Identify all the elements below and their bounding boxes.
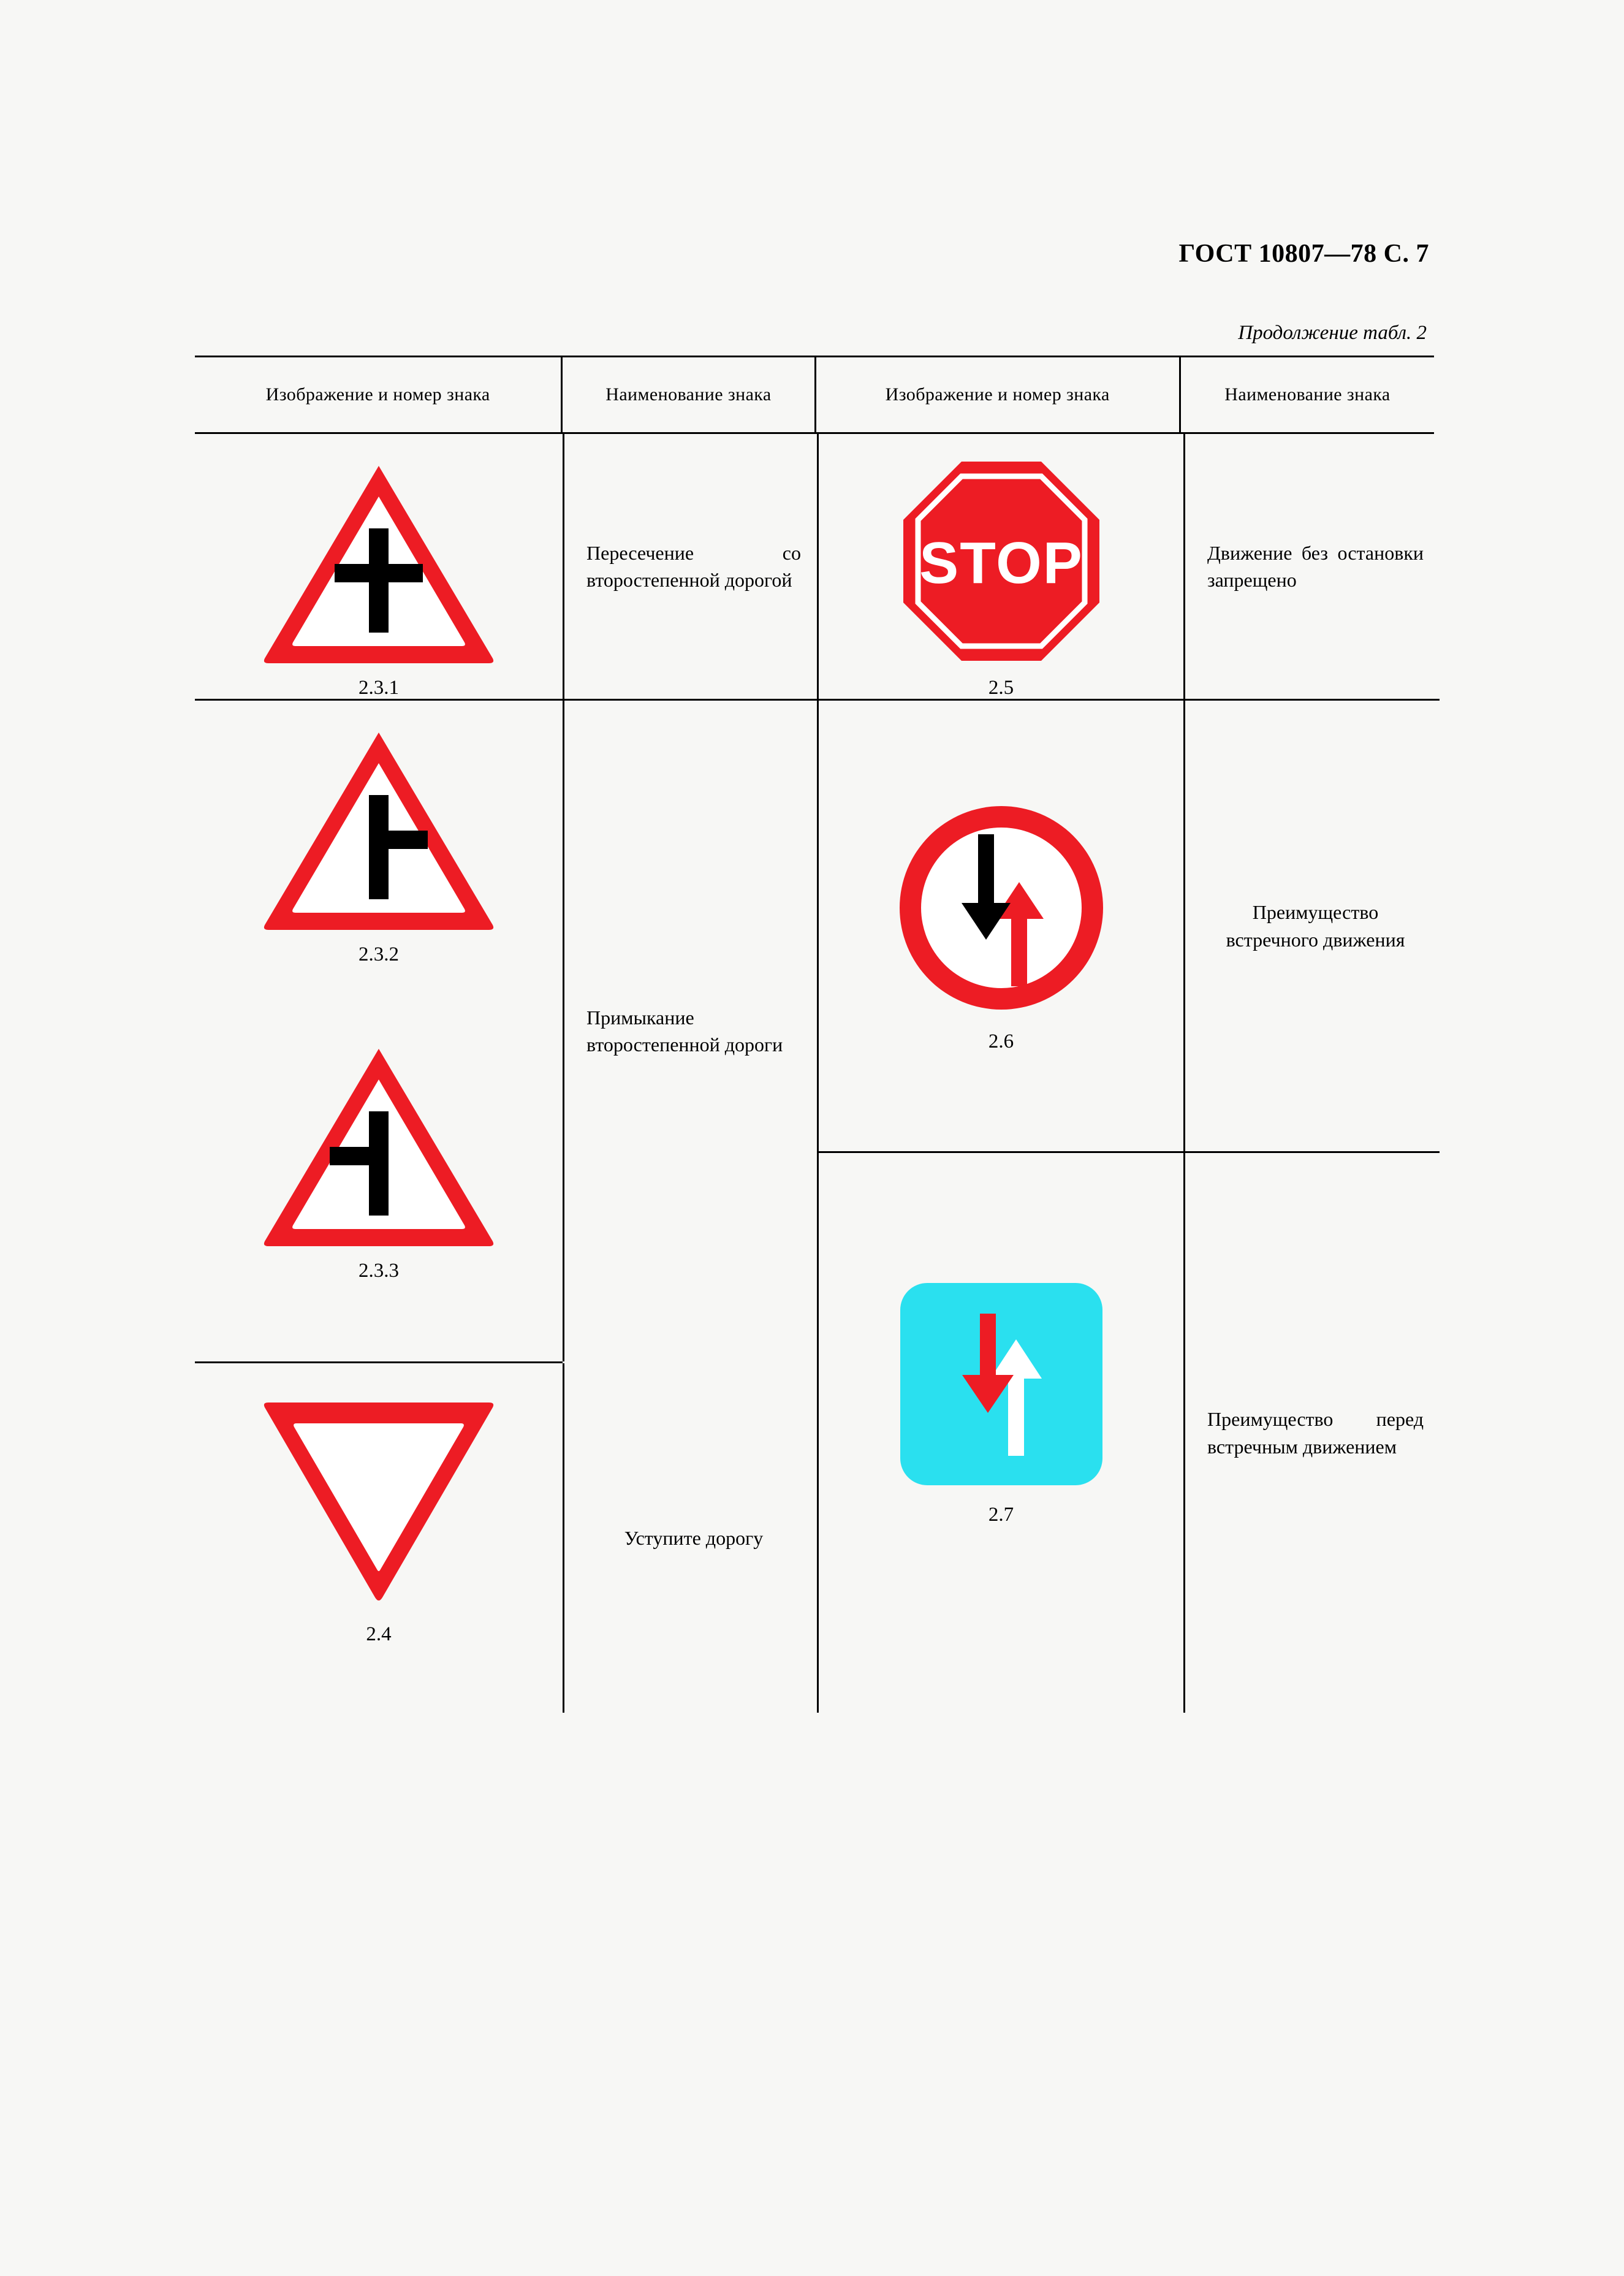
column-header-name-1: Наименование знака — [605, 384, 772, 405]
table-continuation-note: Продолжение табл. 2 — [1238, 322, 1427, 344]
signs-table — [195, 356, 1434, 1713]
table-row — [819, 701, 1440, 1151]
sign-image-circle-arrows — [897, 804, 1106, 1012]
sign-number: 2.3.2 — [359, 943, 399, 965]
table-header-row — [195, 357, 1434, 434]
sign-image-triangle-down — [262, 1400, 495, 1602]
sign-number: 2.6 — [988, 1030, 1014, 1052]
sign-name-cell — [564, 434, 817, 699]
sign-name: Пересечение со второстепенной дорогой — [586, 541, 801, 591]
table-body — [195, 434, 1434, 1713]
sign-name-cell — [1185, 1153, 1440, 1713]
sign-number: 2.3.1 — [359, 677, 399, 699]
page-header-gost: ГОСТ 10807—78 С. 7 — [1178, 240, 1429, 268]
sign-image-triangle-t-right — [262, 728, 495, 930]
sign-number: 2.4 — [366, 1623, 392, 1645]
sign-image-octagon-stop — [885, 461, 1118, 663]
sign-image-triangle-t-left — [262, 1044, 495, 1246]
sign-name-cell — [1185, 701, 1440, 1151]
sign-name-cell — [564, 701, 817, 1361]
sign-name: Преимущество встречного движения — [1226, 901, 1405, 951]
sign-image-square-arrows — [900, 1283, 1102, 1485]
sign-name: Движение без остановки запрещено — [1207, 541, 1424, 591]
table-row — [819, 1153, 1440, 1713]
table-row — [195, 1363, 817, 1713]
svg-text:STOP: STOP — [919, 530, 1083, 596]
sign-cell-2-4 — [195, 1363, 563, 1713]
sign-number: 2.5 — [988, 677, 1014, 699]
sign-cell-2-3-2 — [195, 701, 563, 1026]
sign-cell-2-6 — [819, 701, 1183, 1151]
sign-cell-2-5 — [819, 434, 1183, 699]
sign-name: Примыкание второстепенной дороги — [586, 1006, 783, 1056]
table-left-half — [195, 434, 817, 1713]
sign-number: 2.3.3 — [359, 1260, 399, 1282]
table-row — [195, 701, 817, 1361]
sign-cell-2-3-1 — [195, 434, 563, 699]
table-row — [195, 434, 817, 699]
table-row — [819, 434, 1440, 699]
column-header-image-2: Изображение и номер знака — [885, 384, 1110, 405]
sign-cell-2-3-3 — [195, 1026, 563, 1357]
sign-name: Уступите дорогу — [624, 1526, 764, 1549]
sign-name-cell — [564, 1363, 817, 1713]
sign-image-triangle-cross — [262, 461, 495, 663]
sign-number: 2.7 — [988, 1504, 1014, 1526]
sign-name-cell — [1185, 434, 1440, 699]
sign-name: Преимущество перед встречным движением — [1207, 1408, 1424, 1458]
column-header-name-2: Наименование знака — [1224, 384, 1391, 405]
table-right-half — [819, 434, 1440, 1713]
sign-cell-2-7 — [819, 1153, 1183, 1713]
sign-cell-group-2 — [195, 701, 563, 1361]
column-header-image-1: Изображение и номер знака — [265, 384, 490, 405]
